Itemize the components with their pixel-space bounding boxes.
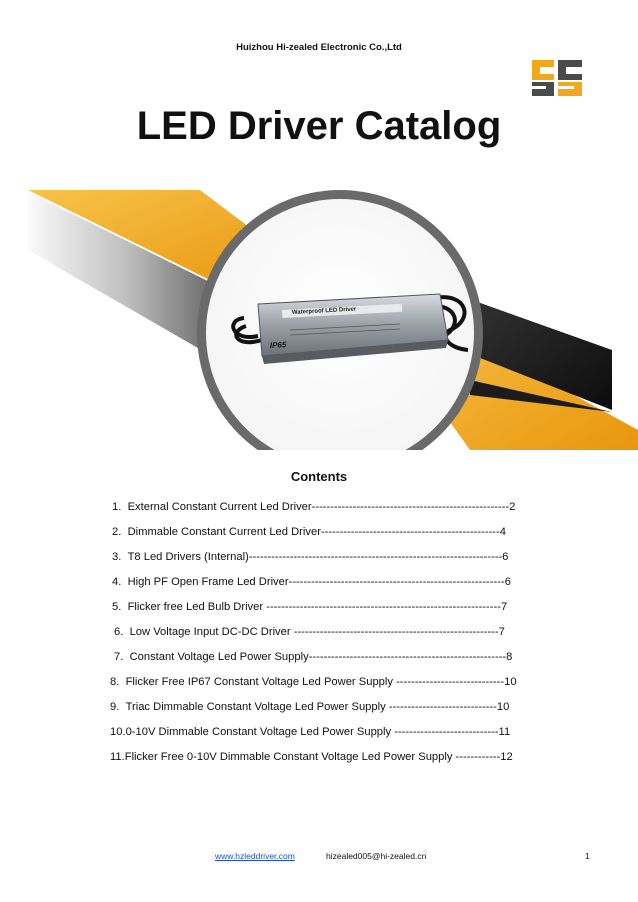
contents-heading: Contents: [290, 469, 348, 484]
toc-item-page: 8: [506, 651, 513, 663]
toc-item[interactable]: [114, 649, 512, 665]
toc-item[interactable]: [112, 549, 508, 565]
toc-item-page: 10: [496, 701, 510, 713]
page-number: 1: [585, 851, 590, 861]
toc-item-number: 7.: [114, 651, 124, 663]
company-name: Huizhou Hi-zealed Electronic Co.,Ltd: [236, 42, 402, 53]
toc-item-label: External Constant Current Led Driver: [127, 501, 312, 513]
toc-item-label: Constant Voltage Led Power Supply: [129, 651, 309, 663]
toc-item-number: 11.: [110, 751, 125, 763]
toc-item-page: 6: [502, 551, 509, 563]
product-rating-text: IP65: [269, 340, 287, 350]
toc-item[interactable]: [114, 624, 505, 640]
toc-item-number: 4.: [112, 576, 122, 588]
toc-item-label: Flicker Free IP67 Constant Voltage Led Power Supply: [125, 676, 397, 688]
toc-item-leader: ---------------------------------------------------------------: [266, 601, 501, 613]
toc-item-number: 1.: [112, 501, 122, 513]
toc-item[interactable]: [112, 574, 511, 590]
toc-item-number: 8.: [110, 676, 120, 688]
contact-email: hizealed005@hi-zealed.cn: [326, 851, 427, 861]
toc-item-leader: --------------------------------------------------------------------: [248, 551, 503, 563]
toc-item-page: 7: [500, 601, 508, 613]
hero-banner: [0, 180, 638, 450]
toc-item-leader: -------------------------------------------------------: [293, 626, 499, 638]
toc-item-number: 2.: [112, 526, 122, 538]
toc-item-page: 2: [509, 501, 516, 513]
toc-item-number: 10.: [110, 726, 126, 738]
toc-item-page: 6: [504, 576, 511, 588]
toc-item-page: 11: [498, 726, 511, 738]
toc-item-number: 5.: [112, 601, 122, 613]
toc-item-label: Flicker free Led Bulb Driver: [127, 601, 267, 613]
toc-item-label: Low Voltage Input DC-DC Driver: [129, 626, 294, 638]
company-logo: [530, 58, 584, 98]
toc-item[interactable]: [110, 699, 509, 715]
toc-item-leader: ------------: [455, 751, 501, 763]
toc-item-label: 0-10V Dimmable Constant Voltage Led Power Supply: [125, 726, 395, 738]
toc-item-number: 9.: [110, 701, 120, 713]
toc-item-label: Triac Dimmable Constant Voltage Led Power Supply: [125, 701, 389, 713]
toc-item-leader: -----------------------------: [396, 676, 505, 688]
toc-item-leader: ----------------------------------------------------------: [288, 576, 505, 588]
toc-item-label: T8 Led Drivers (Internal): [127, 551, 249, 563]
toc-item-label: Flicker Free 0-10V Dimmable Constant Voltage Led Power Supply: [124, 751, 456, 763]
toc-item[interactable]: [112, 599, 507, 615]
toc-item-number: 6.: [114, 626, 124, 638]
toc-item[interactable]: [110, 749, 513, 765]
toc-item-page: 7: [498, 626, 505, 638]
toc-item-page: 12: [500, 751, 513, 763]
toc-item[interactable]: [110, 724, 510, 740]
toc-item-leader: ----------------------------: [394, 726, 499, 738]
toc-item-leader: -----------------------------------------------------: [311, 501, 510, 513]
toc-item-number: 3.: [112, 551, 122, 563]
toc-item[interactable]: [112, 524, 506, 540]
toc-item-leader: -----------------------------: [388, 701, 497, 713]
toc-item-leader: ------------------------------------------------: [320, 526, 500, 538]
page-title: LED Driver Catalog: [136, 104, 502, 148]
toc-item-page: 4: [499, 526, 506, 538]
toc-item-page: 10: [504, 676, 517, 688]
toc-item[interactable]: [110, 674, 517, 690]
toc-item-leader: -----------------------------------------------------: [308, 651, 507, 663]
website-link[interactable]: www.hzleddriver.com: [215, 851, 295, 861]
toc-item-label: High PF Open Frame Led Driver: [127, 576, 289, 588]
toc-item[interactable]: [112, 499, 515, 515]
product-label-text: Waterproof LED Driver: [291, 306, 357, 316]
toc-item-label: Dimmable Constant Current Led Driver: [127, 526, 321, 538]
